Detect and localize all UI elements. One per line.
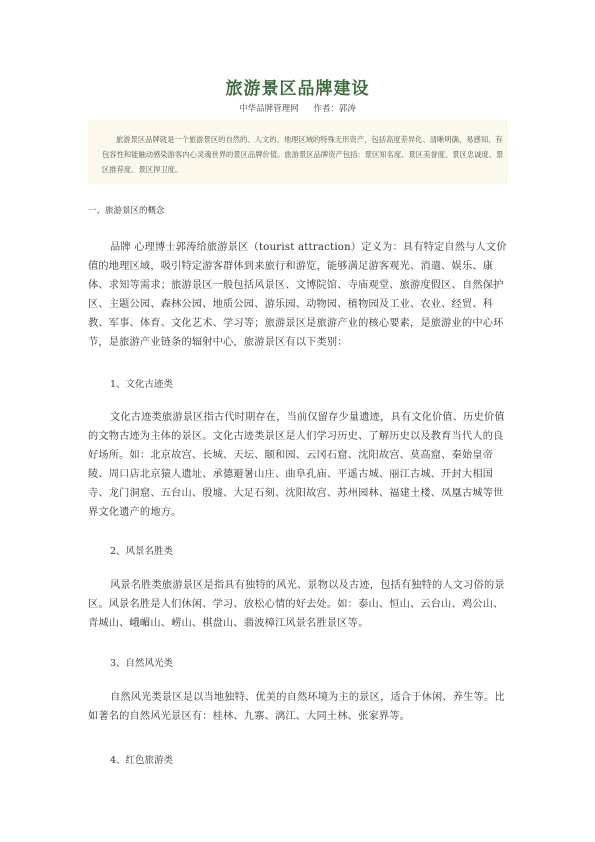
category-paragraph-2: 风景名胜类旅游景区是指具有独特的风光、景物以及古迹，包括有独特的人文习俗的景区。风景名胜是人们休闲、学习、放松心情的好去处。如：泰山、恒山、云台山、鸡公山、青城山、峨嵋山、崂山、棋盘山、翡波樟江风景名胜景区等。	[88, 580, 505, 629]
byline-source: 中华品牌管理网	[239, 104, 299, 114]
category-heading-1: 1、文化古迹类	[110, 379, 174, 390]
summary-box: 旅游景区品牌就是一个旅游景区的自然的、人文的、地理区域的特殊无形资产，包括高度差异化、清晰明确、易感知、有包容性和能触动感染游客内心灵魂世界的景区品牌价值。旅游景区品牌资产包括：景区知名度、景区美誉度、景区忠诚度、景区推荐度、景区捍卫度。	[88, 120, 508, 184]
intro-paragraph: 品牌 心理博士郭涛给旅游景区（tourist attraction）定义为：具有特定自然与人文价值的地理区域，吸引特定游客群体到来旅行和游览，能够满足游客观光、消遣、娱乐、康体、求知等需求；旅游景区一般包括风景区、文博院馆、寺庙观堂、旅游度假区、自然保护区、主题公园、森林公园、地质公园、游乐园、动物园、植物园及工业、农业、经贸、科教、军事、体育、文化艺术、学习等；旅游景区是旅游产业的核心要素，是旅游业的中心环节，是旅游产业链条的辐射中心，旅游景区有以下类别：	[88, 242, 507, 348]
section-heading: 一、旅游景区的概念	[88, 206, 165, 216]
category-heading-4: 4、红色旅游类	[110, 755, 174, 766]
category-paragraph-3: 自然风光类景区是以当地独特、优美的自然环境为主的景区，适合于休闲、养生等。比如著名的自然风光景区有：桂林、九寨、漓江、大同土林、张家界等。	[88, 692, 505, 722]
category-heading-3: 3、自然风光类	[110, 658, 174, 669]
byline	[0, 102, 595, 114]
byline-author: 作者：郭涛	[313, 104, 356, 114]
category-paragraph-1: 文化古迹类旅游景区指古代时期存在，当前仅留存少量遗迹，具有文化价值、历史价值的文物古迹为主体的景区。文化古迹类景区是人们学习历史、了解历史以及教育当代人的良好场所。如：北京故宫、长城、天坛、颐和园、云冈石窟、沈阳故宫、莫高窟、秦始皇帝陵、周口店北京猿人遗址、承德避暑山庄、曲阜孔庙、平遥古城、丽江古城、开封大相国寺、龙门洞窟、五台山、殷墟、大足石刻、沈阳故宫、苏州园林、福建土楼、凤凰古城等世界文化遗产的地方。	[88, 412, 505, 518]
page-title: 旅游景区品牌建设	[225, 79, 370, 99]
category-heading-2: 2、风景名胜类	[110, 546, 174, 557]
